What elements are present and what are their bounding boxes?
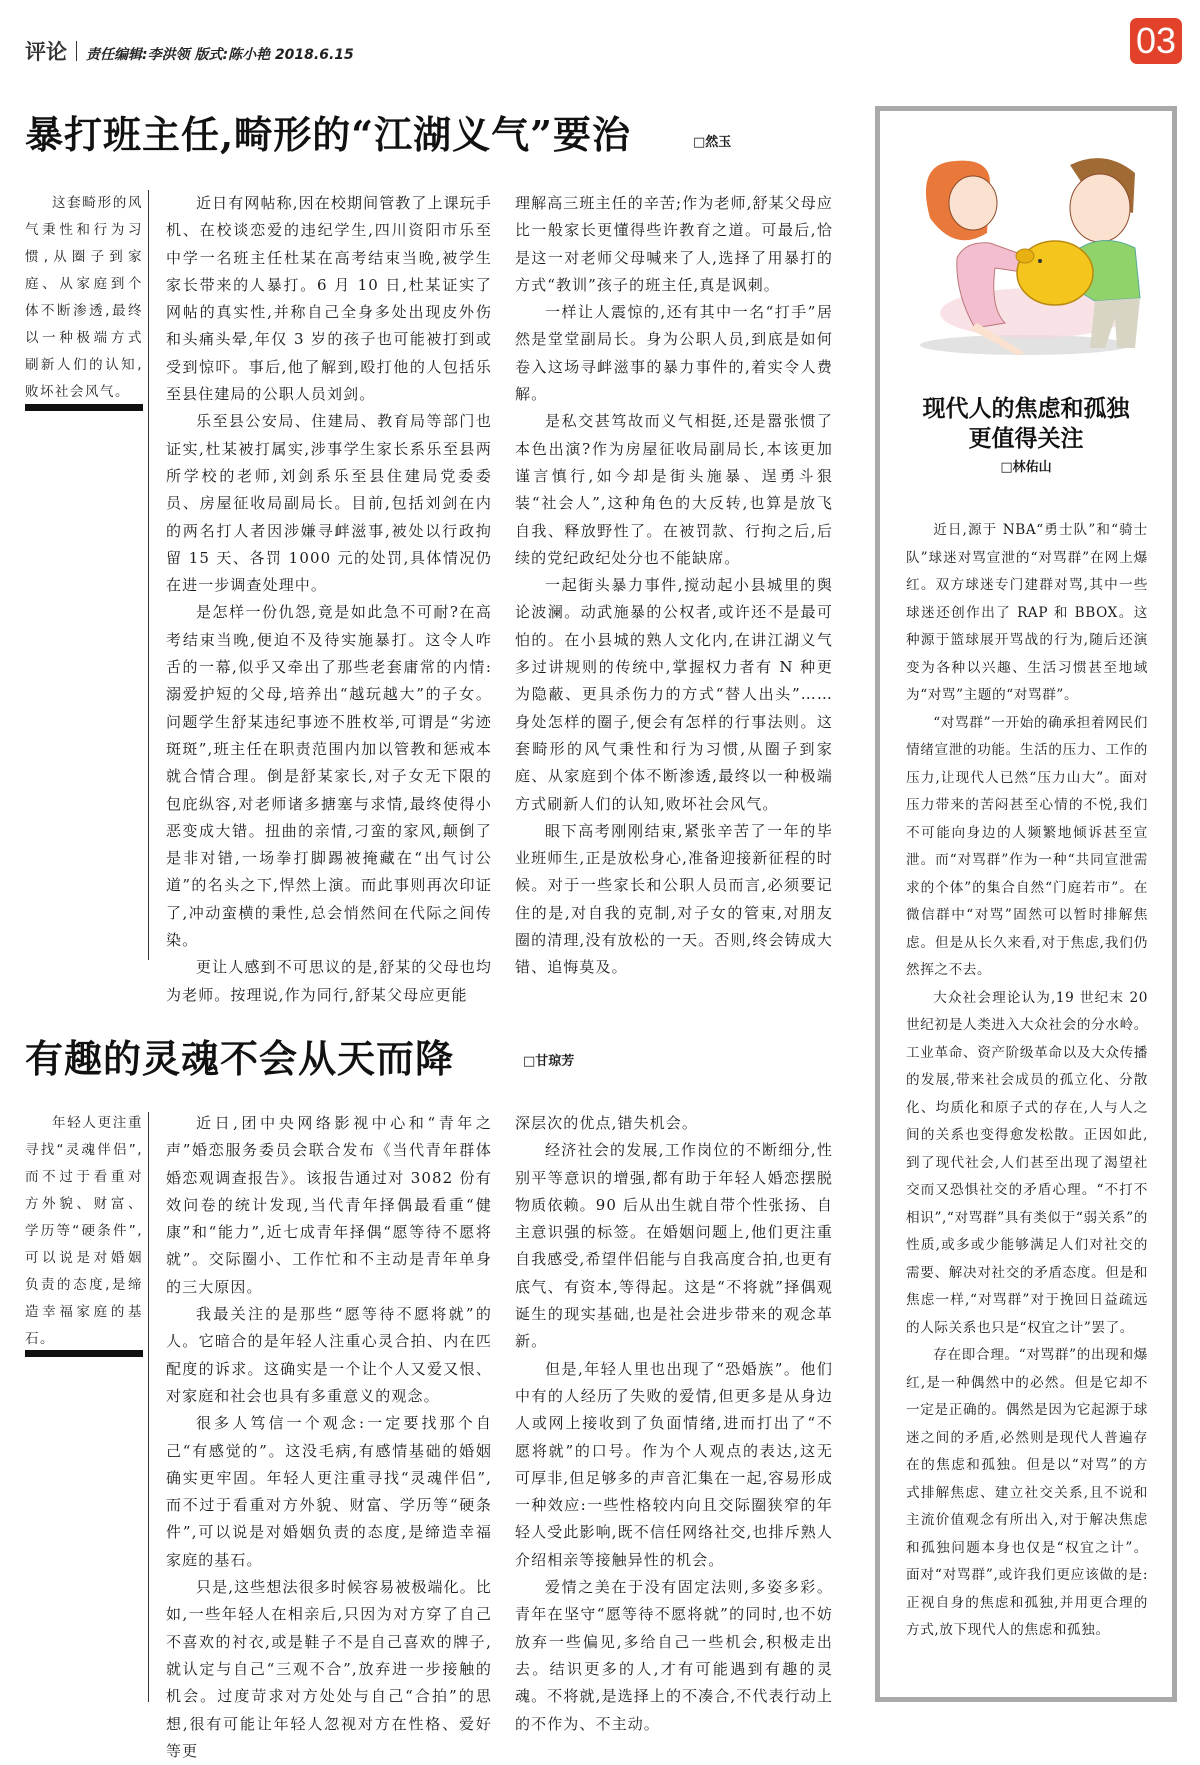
sidebar-body [906, 517, 1148, 1645]
article2-column1 [166, 1110, 492, 1765]
paragraph: 经济社会的发展,工作岗位的不断细分,性别平等意识的增强,都有助于年轻人婚恋摆脱物质依赖。90 后从出生就自带个性张扬、自主意识强的标签。在婚姻问题上,他们更注重自我感受,希望伴侣能与自我高度合拍,也更有底气、有资本,等得起。这是“不将就”择偶观诞生的现实基础,也是社会进步带来的观念革新。 [515, 1141, 833, 1351]
paragraph: 是怎样一份仇怨,竟是如此急不可耐?在高考结束当晚,便迫不及待实施暴打。这令人咋舌的一幕,似乎又牵出了那些老套庸常的内情:溺爱护短的父母,培养出“越玩越大”的子女。问题学生舒某违纪事迹不胜枚举,可谓是“劣迹斑斑”,班主任在职责范围内加以管教和惩戒本就合情合理。倒是舒某家长,对子女无下限的包庇纵容,对老师诸多搪塞与求情,最终使得小恶变成大错。扭曲的亲情,刁蛮的家风,颠倒了是非对错,一场拳打脚踢被掩藏在“出气讨公道”的名头之下,悍然上演。而此事则再次印证了,冲动蛮横的秉性,总会悄然间在代际之间传染。 [166, 603, 492, 950]
sidebar-commentary-box [875, 106, 1177, 1702]
paragraph: 深层次的优点,错失机会。 [515, 1114, 698, 1132]
sidebar-title-line1: 现代人的焦虑和孤独 [922, 395, 1130, 422]
column-rule [148, 1112, 149, 1702]
paragraph: 理解高三班主任的辛苦;作为老师,舒某父母应比一般家长更懂得些许教育之道。可最后,恰是这一对老师父母喊来了人,选择了用暴打的方式“教训”孩子的班主任,真是讽刺。 [515, 194, 833, 294]
paragraph: 乐至县公安局、住建局、教育局等部门也证实,杜某被打属实,涉事学生家长系乐至县两所学校的老师,刘剑系乐至县住建局党委委员、房屋征收局副局长。目前,包括刘剑在内的两名打人者因涉嫌寻衅滋事,被处以行政拘留 15 天、各罚 1000 元的处罚,具体情况仍在进一步调查处理中。 [166, 412, 492, 595]
article2-author: □甘琼芳 [523, 1054, 575, 1069]
column-rule [148, 190, 149, 960]
article1-title: 暴打班主任,畸形的“江湖义气”要治 [25, 112, 631, 157]
article1-column1 [166, 190, 492, 1009]
paragraph: 眼下高考刚刚结束,紧张辛苦了一年的毕业班师生,正是放松身心,准备迎接新征程的时候。对于一些家长和公职人员而言,必须要记住的是,对自我的克制,对子女的管束,对朋友圈的清理,没有放松的一天。否则,终会铸成大错、追悔莫及。 [515, 821, 833, 977]
page-number-badge: 03 [1130, 18, 1182, 64]
paragraph: 但是,年轻人里也出现了“恐婚族”。他们中有的人经历了失败的爱情,但更多是从身边人或网上接收到了负面情绪,进而打出了“不愿将就”的口号。作为个人观点的表达,这无可厚非,但足够多的声音汇集在一起,容易形成一种效应:一些性格较内向且交际圈狭窄的年轻人受此影响,既不信任网络社交,也排斥熟人介绍相亲等接触异性的机会。 [515, 1359, 833, 1569]
article2-pullquote [25, 1110, 143, 1353]
pullquote-bar [25, 404, 143, 411]
paragraph: 很多人笃信一个观念:一定要找那个自己“有感觉的”。这没毛病,有感情基础的婚姻确实更牢固。年轻人更注重寻找“灵魂伴侣”,而不过于看重对方外貌、财富、学历等“硬条件”,可以说是对婚姻负责的态度,是缔造幸福家庭的基石。 [166, 1414, 492, 1569]
paragraph: 我最关注的是那些“愿等待不愿将就”的人。它暗合的是年轻人注重心灵合拍、内在匹配度的诉求。这确实是一个让个人又爱又恨、对家庭和社会也具有多重意义的观念。 [166, 1305, 492, 1405]
paragraph: “对骂群”一开始的确承担着网民们情绪宣泄的功能。生活的压力、工作的压力,让现代人已然“压力山大”。面对压力带来的苦闷甚至心情的不悦,我们不可能向身边的人频繁地倾诉甚至宣泄。而“对骂群”作为一种“共同宣泄需求的个体”的集合自然“门庭若市”。在微信群中“对骂”固然可以暂时排解焦虑。但是从长久来看,对于焦虑,我们仍然挥之不去。 [906, 714, 1148, 978]
article1-column2 [515, 190, 833, 982]
paragraph: 一样让人震惊的,还有其中一名“打手”居然是堂堂副局长。身为公职人员,到底是如何卷入这场寻衅滋事的暴力事件的,着实令人费解。 [515, 303, 833, 404]
pullquote-bar [25, 1350, 143, 1357]
article1-pullquote [25, 190, 143, 406]
paragraph: 爱情之美在于没有固定法则,多姿多彩。青年在坚守“愿等待不愿将就”的同时,也不妨放弃一些偏见,多给自己一些机会,积极走出去。结识更多的人,才有可能遇到有趣的灵魂。不将就,是选择上的不凑合,不代表行动上的不作为、不主动。 [515, 1578, 833, 1733]
article2-column2 [515, 1110, 833, 1738]
illustration-couple-piggy-bank [895, 123, 1157, 363]
article2-title: 有趣的灵魂不会从天而降 [25, 1036, 455, 1081]
section-name: 评论 [25, 40, 67, 64]
paragraph: 只是,这些想法很多时候容易被极端化。比如,一些年轻人在相亲后,只因为对方穿了自己不喜欢的衬衣,或是鞋子不是自己喜欢的牌子,就认定与自己“三观不合”,放弃进一步接触的机会。过度苛求对方处处与自己“合拍”的思想,很有可能让年轻人忽视对方在性格、爱好等更 [166, 1578, 492, 1760]
paragraph: 近日,源于 NBA“勇士队”和“骑士队”球迷对骂宣泄的“对骂群”在网上爆红。双方球迷专门建群对骂,其中一些球迷还创作出了 RAP 和 BBOX。这种源于篮球展开骂战的行为,随后还演变为各种以兴趣、生活习惯甚至地域为“对骂”主题的“对骂群”。 [906, 522, 1148, 703]
editor-info: 责任编辑:李洪领 版式:陈小艳 2018.6.15 [86, 47, 354, 63]
paragraph: 更让人感到不可思议的是,舒某的父母也均为老师。按理说,作为同行,舒某父母应更能 [166, 958, 492, 1004]
pullquote-text: 年轻人更注重寻找“灵魂伴侣”,而不过于看重对方外貌、财富、学历等“硬条件”,可以说是对婚姻负责的态度,是缔造幸福家庭的基石。 [25, 1115, 143, 1347]
pullquote-text: 这套畸形的风气秉性和行为习惯,从圈子到家庭、从家庭到个体不断渗透,最终以一种极端方式刷新人们的认知,败坏社会风气。 [25, 195, 143, 400]
sidebar-title [880, 394, 1172, 454]
paragraph: 近日,团中央网络影视中心和“青年之声”婚恋服务委员会联合发布《当代青年群体婚恋观调查报告》。该报告通过对 3082 份有效问卷的统计发现,当代青年择偶最看重“健康”和“能力”,近七成青年择偶“愿等待不愿将就”。交际圈小、工作忙和不主动是青年单身的三大原因。 [166, 1114, 492, 1296]
page-header [25, 36, 354, 66]
sidebar-author: □林佑山 [1000, 460, 1052, 475]
paragraph: 一起街头暴力事件,搅动起小县城里的舆论波澜。动武施暴的公权者,或许还不是最可怕的。在小县城的熟人文化内,在讲江湖义气多过讲规则的传统中,掌握权力者有 N 种更为隐蔽、更具杀伤力的方式“替人出头”……身处怎样的圈子,便会有怎样的行事法则。这套畸形的风气秉性和行为习惯,从圈子到家庭、从家庭到个体不断渗透,最终以一种极端方式刷新人们的认知,败坏社会风气。 [515, 576, 833, 813]
article1-author: □然玉 [693, 135, 732, 150]
sidebar-title-line2: 更值得关注 [968, 425, 1084, 452]
header-divider [76, 41, 77, 61]
paragraph: 是私交甚笃故而义气相挺,还是嚣张惯了本色出演?作为房屋征收局副局长,本该更加谨言慎行,如今却是街头施暴、逞勇斗狠装“社会人”,这种角色的大反转,也算是放飞自我、释放野性了。在被罚款、行拘之后,后续的党纪政纪处分也不能缺席。 [515, 412, 833, 567]
paragraph: 大众社会理论认为,19 世纪末 20 世纪初是人类进入大众社会的分水岭。工业革命、资产阶级革命以及大众传播的发展,带来社会成员的孤立化、分散化、均质化和原子式的存在,人与人之间的关系也变得愈发松散。正因如此,到了现代社会,人们甚至出现了渴望社交而又恐惧社交的矛盾心理。“不打不相识”,“对骂群”具有类似于“弱关系”的性质,或多或少能够满足人们对社交的需要、解决对社交的矛盾态度。但是和焦虑一样,“对骂群”对于挽回日益疏远的人际关系也只是“权宜之计”罢了。 [906, 989, 1148, 1336]
paragraph: 存在即合理。“对骂群”的出现和爆红,是一种偶然中的必然。但是它却不一定是正确的。偶然是因为它起源于球迷之间的矛盾,必然则是现代人普遍存在的焦虑和孤独。但是以“对骂”的方式排解焦虑、建立社交关系,且不说和主流价值观念有所出入,对于解决焦虑和孤独问题本身也仅是“权宜之计”。面对“对骂群”,或许我们更应该做的是:正视自身的焦虑和孤独,并用更合理的方式,放下现代人的焦虑和孤独。 [906, 1347, 1148, 1638]
paragraph: 近日有网帖称,因在校期间管教了上课玩手机、在校谈恋爱的违纪学生,四川资阳市乐至中学一名班主任杜某在高考结束当晚,被学生家长带来的人暴打。6 月 10 日,杜某证实了网帖的真实性,并称自己全身多处出现皮外伤和头痛头晕,年仅 3 岁的孩子也可能被打到或受到惊吓。事后,他了解到,殴打他的人包括乐至县住建局的公职人员刘剑。 [166, 194, 492, 404]
